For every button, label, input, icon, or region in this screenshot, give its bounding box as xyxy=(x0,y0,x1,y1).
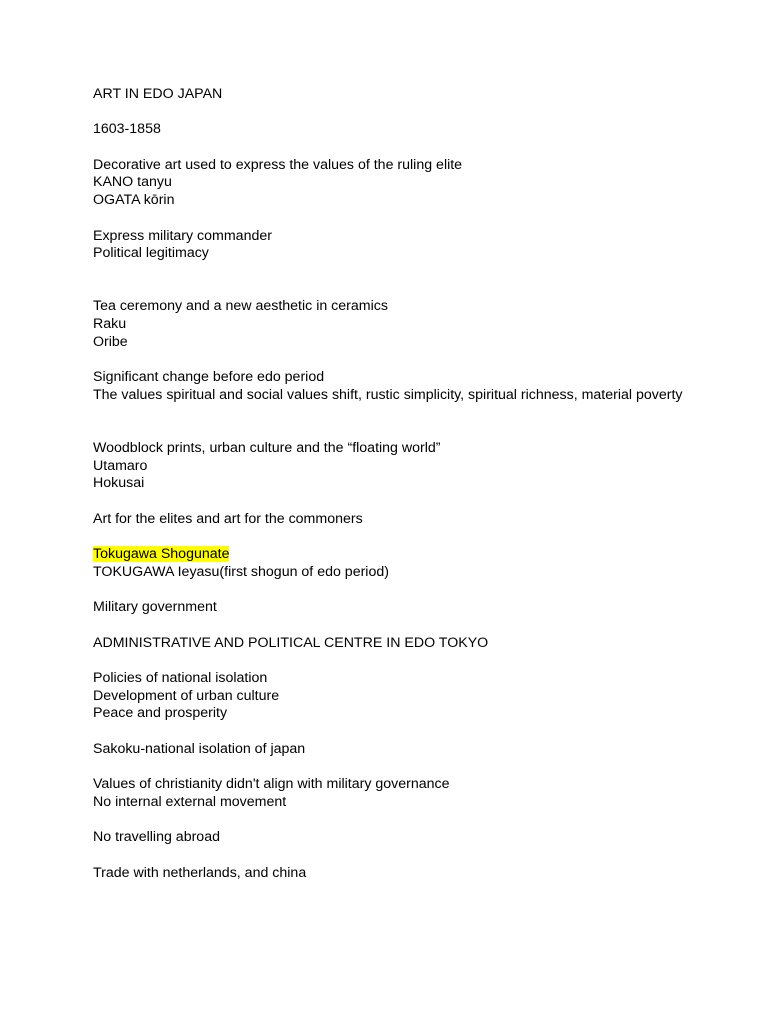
text-line: Utamaro xyxy=(93,457,148,474)
highlight-mark: Tokugawa Shogunate xyxy=(93,546,230,563)
document-body xyxy=(93,86,693,882)
blank-line xyxy=(93,104,693,122)
text-line: 1603-1858 xyxy=(93,121,161,138)
blank-line xyxy=(93,812,693,830)
text-line: Raku xyxy=(93,316,127,333)
blank-line xyxy=(93,528,693,546)
text-line: ART IN EDO JAPAN xyxy=(93,86,223,102)
text-line: ADMINISTRATIVE AND POLITICAL CENTRE IN EDO TOKYO xyxy=(93,634,489,651)
text-line: Peace and prosperity xyxy=(93,705,228,722)
blank-line xyxy=(93,582,693,600)
text-line: Express military commander xyxy=(93,227,272,244)
text-line: Oribe xyxy=(93,333,128,350)
blank-line xyxy=(93,351,693,369)
blank-line xyxy=(93,263,693,281)
text-line: Tea ceremony and a new aesthetic in ceramics xyxy=(93,298,388,315)
blank-line xyxy=(93,422,693,440)
blank-line xyxy=(93,723,693,741)
text-line: Hokusai xyxy=(93,475,145,492)
text-line: The values spiritual and social values shift, rustic simplicity, spiritual richness, material poverty xyxy=(93,386,683,403)
text-line: KANO tanyu xyxy=(93,174,172,191)
text-line: OGATA kōrin xyxy=(93,192,175,209)
text-line: Significant change before edo period xyxy=(93,369,325,386)
text-line: Development of urban culture xyxy=(93,687,280,704)
blank-line xyxy=(93,847,693,865)
blank-line xyxy=(93,493,693,511)
blank-line xyxy=(93,405,693,423)
text-line: Values of christianity didn't align with military governance xyxy=(93,776,450,793)
text-line: No travelling abroad xyxy=(93,829,220,846)
text-line: Political legitimacy xyxy=(93,245,209,262)
blank-line xyxy=(93,139,693,157)
blank-line xyxy=(93,281,693,299)
text-line: Trade with netherlands, and china xyxy=(93,864,307,881)
text-line: Art for the elites and art for the commoners xyxy=(93,510,363,527)
text-line: Policies of national isolation xyxy=(93,670,268,686)
text-line: Woodblock prints, urban culture and the “floating world” xyxy=(93,439,441,456)
blank-line xyxy=(93,210,693,228)
text-line: Military government xyxy=(93,599,217,616)
highlighted-text-line xyxy=(93,546,693,564)
text-line: TOKUGAWA Ieyasu(first shogun of edo period) xyxy=(93,563,389,580)
blank-line xyxy=(93,759,693,777)
blank-line xyxy=(93,617,693,635)
blank-line xyxy=(93,652,693,670)
text-line: Decorative art used to express the values of the ruling elite xyxy=(93,156,463,173)
text-line: No internal external movement xyxy=(93,793,287,810)
text-line: Sakoku-national isolation of japan xyxy=(93,740,306,757)
